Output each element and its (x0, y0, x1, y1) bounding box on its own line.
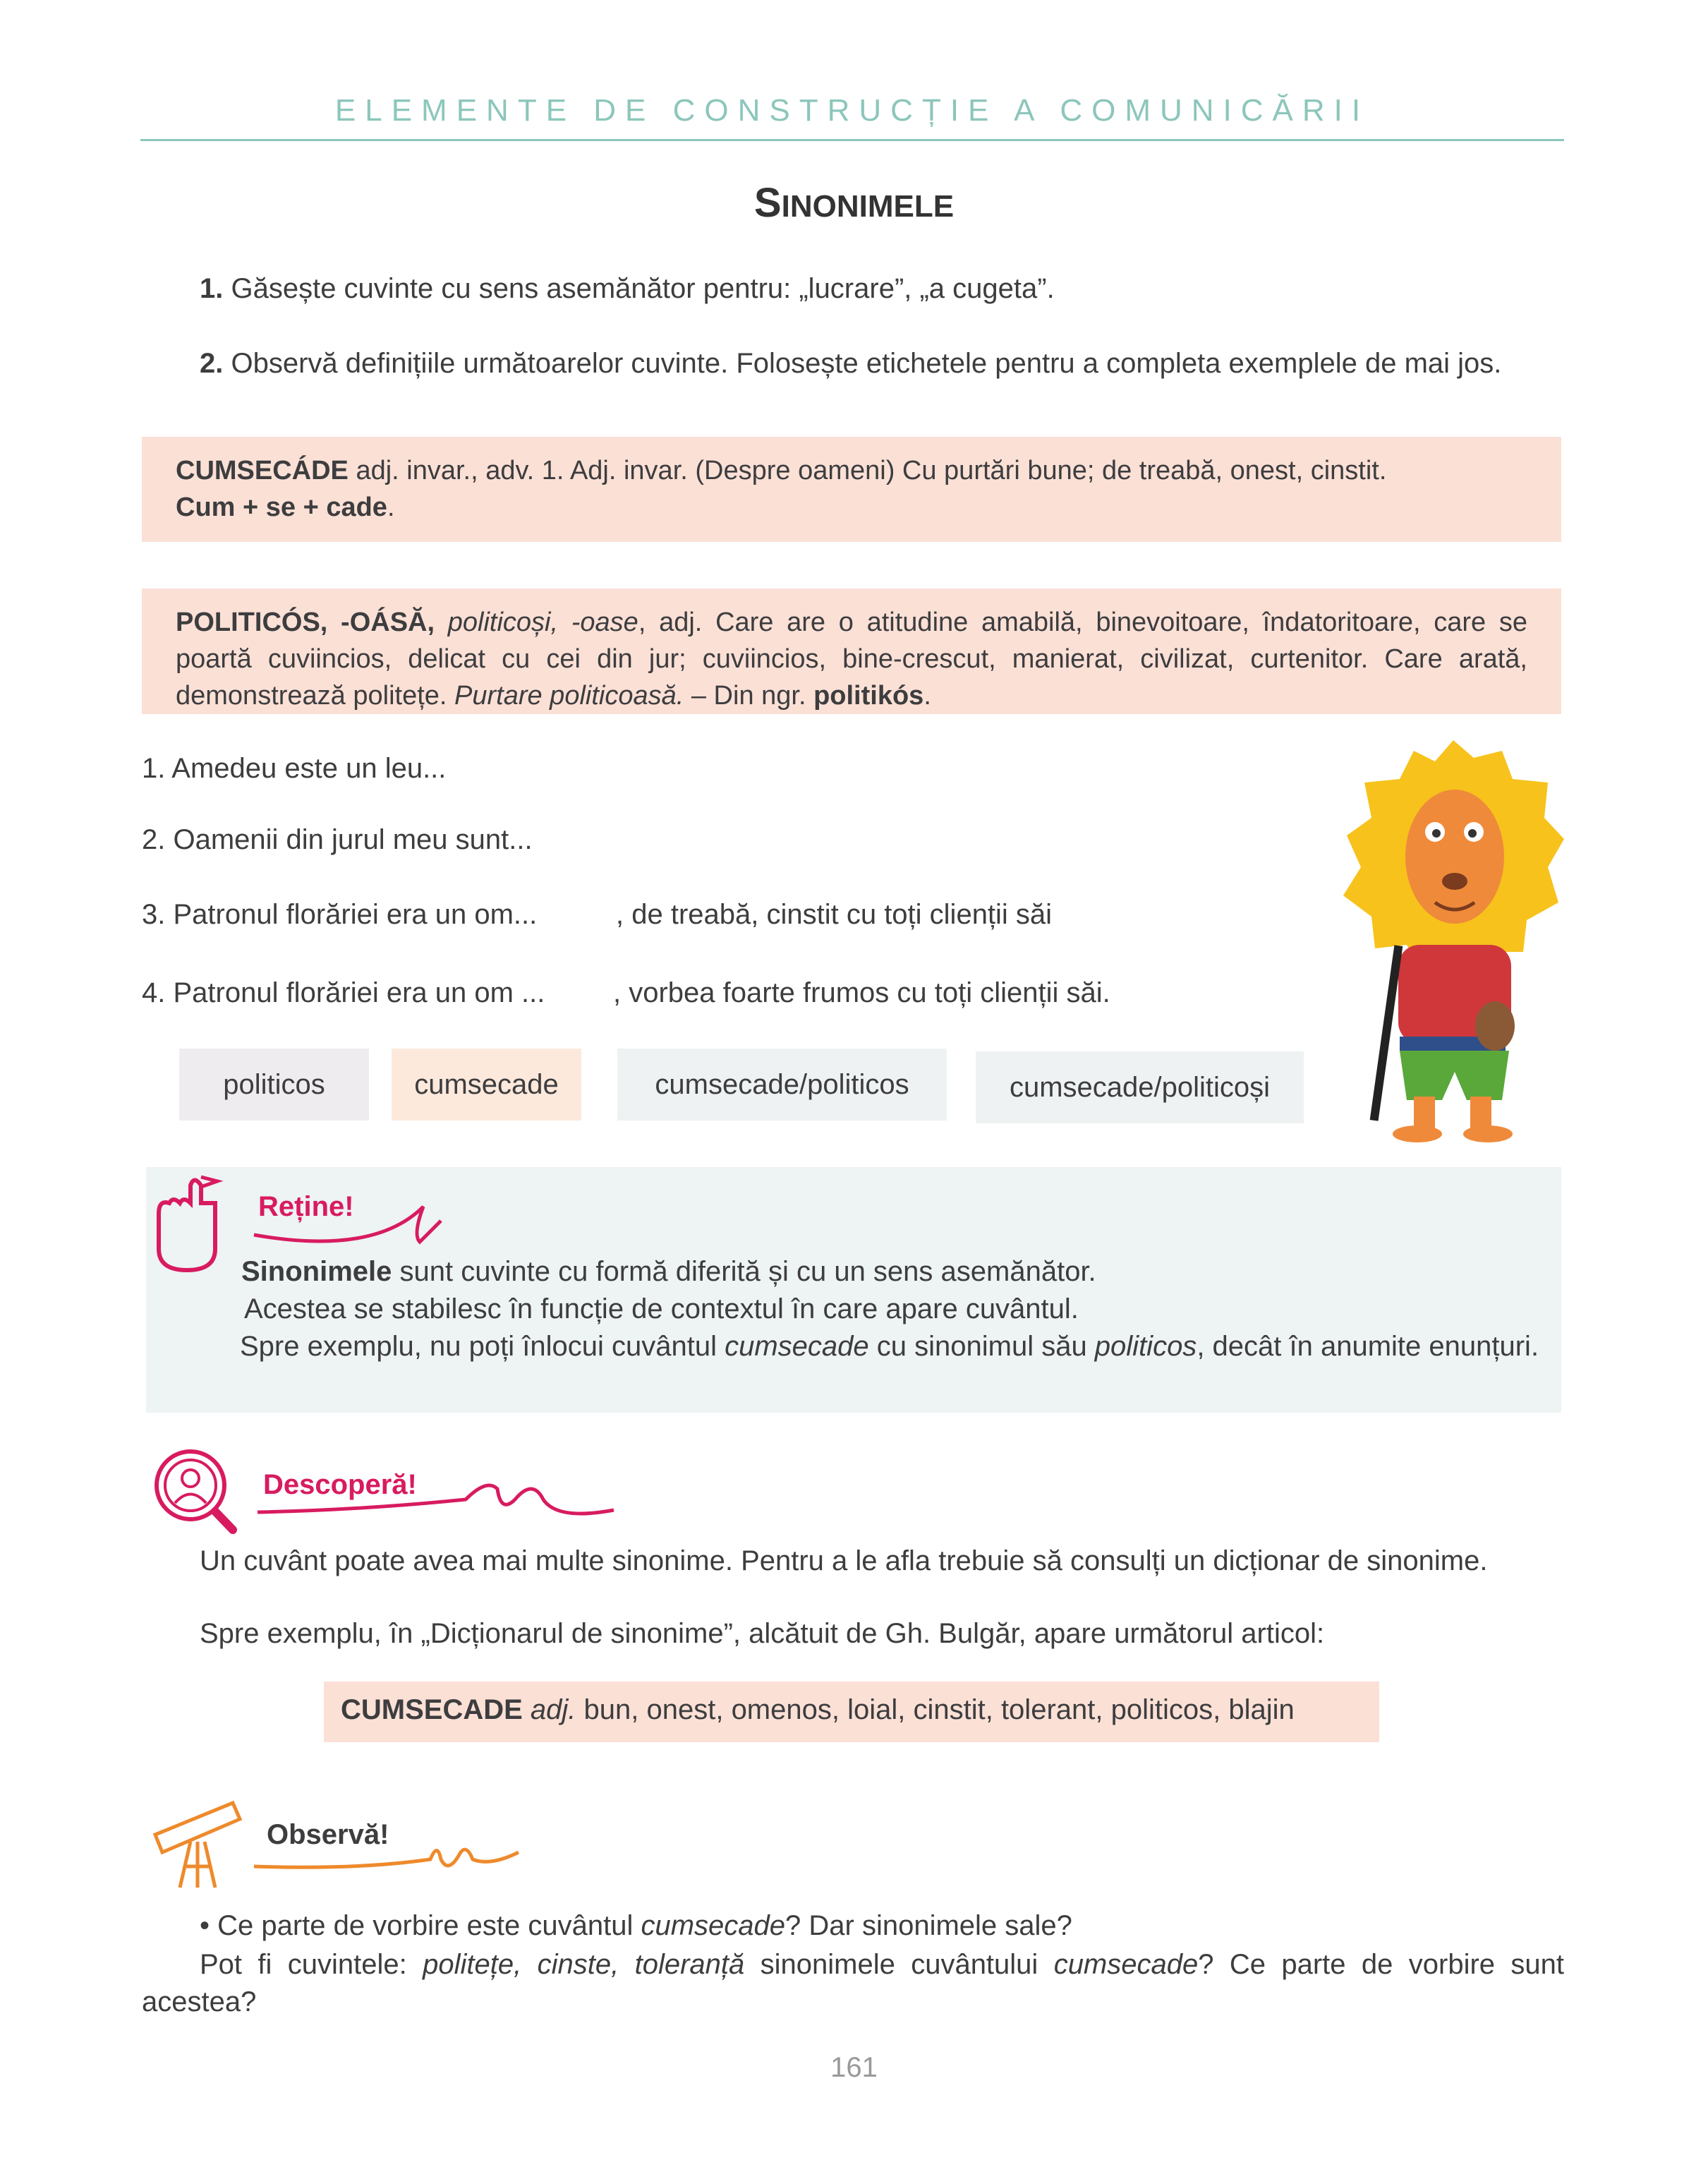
def1-text: adj. invar., adv. 1. Adj. invar. (Despre oameni) Cu purtări bune; de treabă, onest, cinstit. (348, 456, 1387, 485)
observa-1b: ? Dar sinonimele sale? (785, 1910, 1072, 1941)
def2-example: Purtare politicoasă. (454, 681, 684, 711)
def1-head: CUMSECÁDE (176, 456, 349, 485)
retine-line-3-word1: cumsecade (725, 1331, 869, 1362)
def2-end: . (923, 681, 931, 711)
retine-label: Reține! (258, 1191, 354, 1222)
def2-origin: – Din ngr. (684, 681, 814, 711)
retine-line-1: sunt cuvinte cu formă diferită și cu un sens asemănător. (392, 1256, 1096, 1287)
observa-2-word: cumsecade (1053, 1949, 1199, 1980)
q2-num: 2. (200, 348, 224, 379)
sentence-4: 4. Patronul florăriei era un om ... (142, 977, 545, 1008)
def1-etym: Cum + se + cade (176, 493, 387, 522)
observa-label: Observă! (267, 1819, 389, 1850)
tag-cumsecade[interactable]: cumsecade (392, 1049, 581, 1121)
def2-head: POLITICÓS, -OÁSĂ, (176, 608, 435, 637)
descopera-paragraph-1: Un cuvânt poate avea mai multe sinonime. Pentru a le afla trebuie să consulți un dicționar de sinonime. (200, 1545, 1488, 1576)
def1-end: . (387, 493, 395, 522)
page-number: 161 (830, 2052, 878, 2083)
q1-num: 1. (200, 273, 224, 304)
q2-text: Observă definițiile următoarelor cuvinte. Folosește etichetele pentru a completa exemplele de mai jos. (223, 348, 1502, 379)
retine-text (161, 1253, 1551, 1365)
magnifier-person-icon (152, 1447, 243, 1538)
entry-head: CUMSECADE (341, 1694, 523, 1725)
observa-2-words: politețe, cinste, toleranță (423, 1949, 745, 1980)
def2-etym: politikós (813, 681, 924, 711)
page-title (0, 179, 1708, 227)
sentence-4-tail: , vorbea foarte frumos cu toți clienții săi. (613, 977, 1110, 1008)
descopera-underline-squiggle (254, 1471, 621, 1528)
observa-2c: ? Ce parte de vorbire sunt acestea? (142, 1949, 1565, 2017)
entry-pos: adj. (522, 1694, 576, 1725)
retine-line-3c: , decât în anumite enunțuri. (1197, 1331, 1539, 1362)
tag-cumsecade-politicosi[interactable]: cumsecade/politicoși (976, 1051, 1304, 1123)
retine-underline-squiggle (250, 1200, 455, 1256)
title-first: S (753, 180, 782, 226)
retine-line-3a: Spre exemplu, nu poți înlocui cuvântul (240, 1331, 725, 1362)
retine-term: Sinonimele (241, 1256, 392, 1287)
observa-line-1 (200, 1907, 1561, 1945)
dictionary-entry (324, 1682, 1379, 1742)
observa-underline-squiggle (250, 1828, 526, 1884)
lion-illustration (1343, 740, 1564, 1144)
tag-politicos[interactable]: politicos (179, 1049, 369, 1121)
retine-line-3-word2: politicos (1094, 1331, 1197, 1362)
descopera-label: Descoperă! (263, 1469, 417, 1500)
question-2 (142, 345, 1564, 382)
q1-text: Găsește cuvinte cu sens asemănător pentru: „lucrare”, „a cugeta”. (223, 273, 1055, 304)
retine-line-2: Acestea se stabilesc în funcție de contextul în care apare cuvântul. (244, 1293, 1079, 1324)
sentence-3: 3. Patronul florăriei era un om... (142, 899, 538, 930)
sentence-1: 1. Amedeu este un leu... (142, 753, 447, 784)
definition-cumsecade (142, 437, 1561, 542)
title-rest: INONIMELE (781, 189, 955, 224)
observa-1-word: cumsecade (641, 1910, 786, 1941)
observa-line-2 (142, 1946, 1564, 2021)
sentence-2: 2. Oamenii din jurul meu sunt... (142, 824, 533, 855)
entry-text: bun, onest, omenos, loial, cinstit, tolerant, politicos, blajin (576, 1694, 1295, 1725)
definition-politicos (142, 588, 1561, 714)
tag-cumsecade-politicos[interactable]: cumsecade/politicos (617, 1049, 947, 1121)
def2-forms: politicoși, -oase (435, 608, 638, 637)
observa-2a: Pot fi cuvintele: (200, 1949, 423, 1980)
descopera-paragraph-2: Spre exemplu, în „Dicționarul de sinonime”, alcătuit de Gh. Bulgăr, apare următorul articol: (200, 1618, 1325, 1649)
chapter-header: ELEMENTE DE CONSTRUCȚIE A COMUNICĂRII (334, 93, 1370, 128)
sentence-3-tail: , de treabă, cinstit cu toți clienții săi (616, 899, 1053, 930)
telescope-icon (148, 1792, 247, 1891)
observa-2b: sinonimele cuvântului (744, 1949, 1054, 1980)
observa-1a: • Ce parte de vorbire este cuvântul (200, 1910, 641, 1941)
question-1 (200, 270, 1561, 308)
header-rule (140, 139, 1564, 141)
retine-line-3b: cu sinonimul său (868, 1331, 1095, 1362)
def2-text: , adj. Care are o atitudine amabilă, binevoitoare, îndatoritoare, care se poartă cuviincios, delicat cu cei din jur; cuviincios, bine-crescut, manierat, civilizat, curtenitor. Care arată, demonstrează politețe. (176, 608, 1528, 711)
